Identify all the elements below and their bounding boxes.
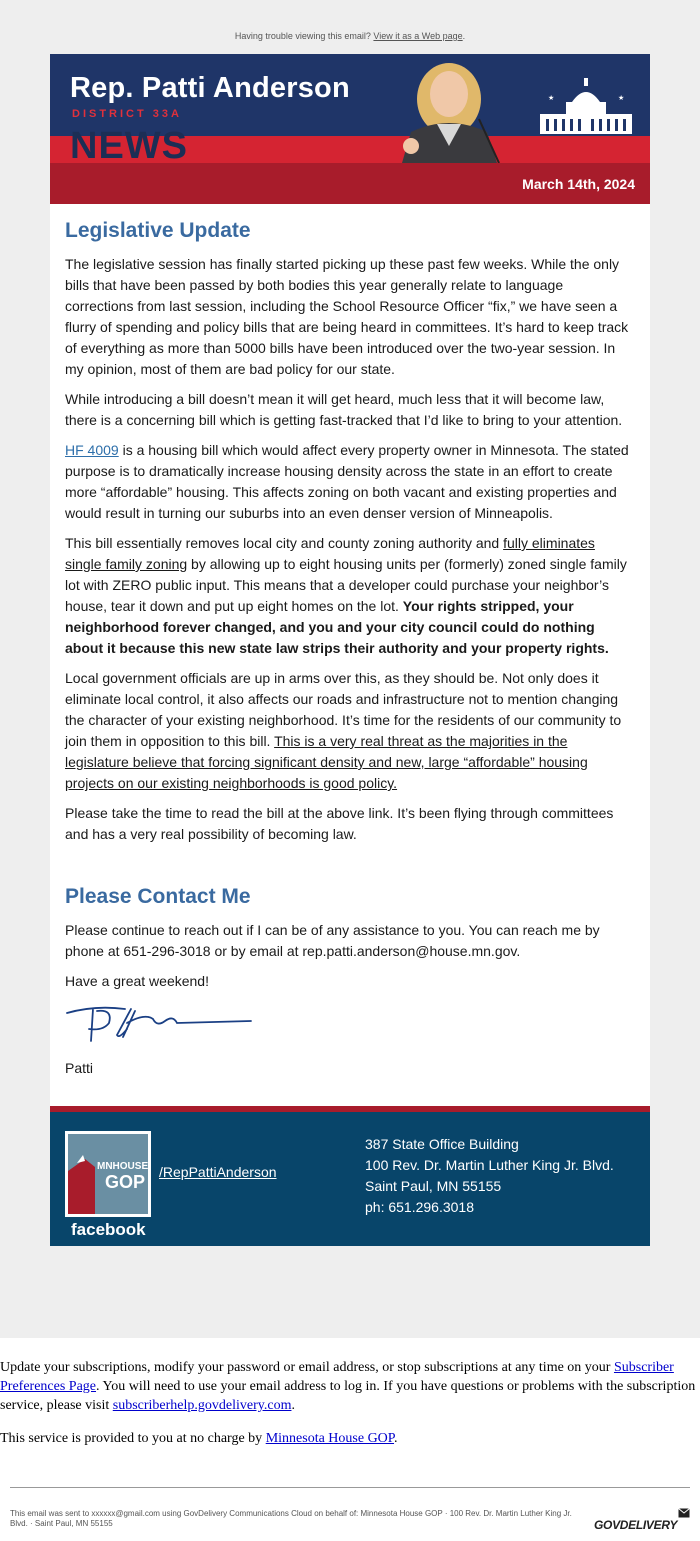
district-label: DISTRICT 33A — [72, 108, 182, 120]
paragraph-3: HF 4009 is a housing bill which would affect every property owner in Minnesota. The stated purpose is to dramatically increase housing density across the state in an effort to create more “affordable” housing. This affects zoning on both vacant and existing properties and would result in turning our suburbs into an even denser version of Minneapolis. — [65, 442, 629, 521]
paragraph-4: This bill essentially removes local city and county zoning authority and fully eliminates single family zoning by allowing up to eight housing units per (formerly) zoned single family lot with ZERO public input. This means that a developer could purchase your neighbor’s house, tear it down and put up eight homes on the lot. Your rights stripped, your neighborhood forever changed, and you and your city council could do nothing about it because this new state law strips their authority and your property rights. — [65, 535, 627, 656]
news-label: NEWS — [70, 125, 188, 167]
weekend-greeting: Have a great weekend! — [65, 973, 209, 989]
signoff-name: Patti — [65, 1060, 94, 1076]
divider — [10, 1487, 690, 1488]
underlined-phrase: fully eliminates single family zoning — [65, 535, 595, 572]
mnhouse-gop-logo[interactable] — [65, 1131, 151, 1217]
logo-text-mnhouse: MNHOUSE — [97, 1161, 149, 1172]
svg-text:★: ★ — [548, 94, 555, 102]
subscription-paragraph: Update your subscriptions, modify your password or email address, or stop subscriptions at any time on your Subscriber Preferences Page. You will need to use your email address to log in. If you have questions or problems with the subscription service, please visit subscriberhelp.govdelivery.com. — [0, 1360, 696, 1413]
service-paragraph: This service is provided to you at no charge by Minnesota House GOP. — [0, 1431, 398, 1446]
paragraph-6: Please take the time to read the bill at the above link. It’s been flying through committees and has a very real possibility of becoming law. — [65, 805, 614, 842]
newsletter-date: March 14th, 2024 — [522, 176, 635, 192]
header-banner — [50, 54, 650, 204]
facebook-page-link[interactable]: /RepPattiAnderson — [159, 1164, 277, 1180]
svg-text:★: ★ — [618, 94, 625, 102]
footer-bar — [50, 1106, 650, 1246]
capitol-icon — [536, 78, 636, 138]
paragraph-2: While introducing a bill doesn’t mean it will get heard, much less that it will become law, there is a concerning bill which is getting fast-tracked that I’d like to bring to your attention. — [65, 391, 623, 428]
underlined-statement: This is a very real threat as the majorities in the legislature believe that forcing significant density and new, large “affordable” housing projects on our existing neighborhoods is good policy. — [65, 733, 588, 791]
newsletter-card — [50, 54, 650, 1246]
view-web-page-link[interactable]: View it as a Web page — [373, 31, 463, 41]
paragraph-5: Local government officials are up in arms over this, as they should be. Not only does it eliminate local control, it also affects our roads and infrastructure not to mention changing the character of your existing neighborhood. It’s time for the residents of our community to join them in opposition to this bill. This is a very real threat as the majorities in the legislature believe that forcing significant density and new, large “affordable” housing projects on our existing neighborhoods is good policy. — [65, 670, 622, 791]
representative-photo — [387, 54, 507, 163]
govdelivery-text: GOVDELIVERY — [594, 1518, 678, 1532]
minnesota-house-gop-link[interactable]: Minnesota House GOP — [265, 1431, 395, 1446]
rep-name: Rep. Patti Anderson — [70, 72, 350, 104]
facebook-label: facebook — [71, 1220, 146, 1239]
signature-image — [65, 1001, 255, 1046]
fineprint: This email was sent to xxxxxx@gmail.com using GovDelivery Communications Cloud on behalf of: Minnesota House GOP · 100 Rev. Dr. Martin Luther King Jr. Blvd. · Saint Paul, MN 55155 — [10, 1509, 572, 1528]
subscription-info — [0, 1358, 700, 1462]
subscriber-help-link[interactable]: subscriberhelp.govdelivery.com — [112, 1398, 292, 1413]
section-title-contact: Please Contact Me — [65, 885, 251, 908]
newsletter-body — [50, 204, 650, 1106]
govdelivery-logo[interactable] — [594, 1508, 690, 1536]
contact-paragraph: Please continue to reach out if I can be of any assistance to you. You can reach me by phone at 651-296-3018 or by email at rep.patti.anderson@house.mn.gov. — [65, 922, 600, 959]
office-address: 387 State Office Building 100 Rev. Dr. Martin Luther King Jr. Blvd. Saint Paul, MN 55155 ph: 651.296.3018 — [365, 1136, 614, 1215]
section-title-legislative-update: Legislative Update — [65, 219, 251, 242]
paragraph-1: The legislative session has finally started picking up these past few weeks. While the only bills that have been passed by both bodies this year generally relate to language corrections from last session, including the School Resource Officer “fix,” we have seen a flurry of spending and policy bills that are being heard in committees. It’s hard to keep track of everything as more than 5000 bills have been introduced over the two-year session. In my opinion, most of them are bad policy for our state. — [65, 256, 629, 377]
trouble-viewing-bar — [0, 31, 700, 41]
hf-4009-link[interactable]: HF 4009 — [65, 442, 119, 458]
bold-statement: Your rights stripped, your neighborhood forever changed, and you and your city council could do nothing about it because this new state law strips their authority and your property rights. — [65, 598, 609, 656]
trouble-end: . — [462, 31, 466, 41]
envelope-icon — [678, 1508, 690, 1518]
trouble-text: Having trouble viewing this email? — [234, 31, 371, 41]
logo-text-gop: GOP — [105, 1172, 146, 1192]
subscriber-preferences-link[interactable]: Subscriber Preferences Page — [0, 1360, 674, 1394]
